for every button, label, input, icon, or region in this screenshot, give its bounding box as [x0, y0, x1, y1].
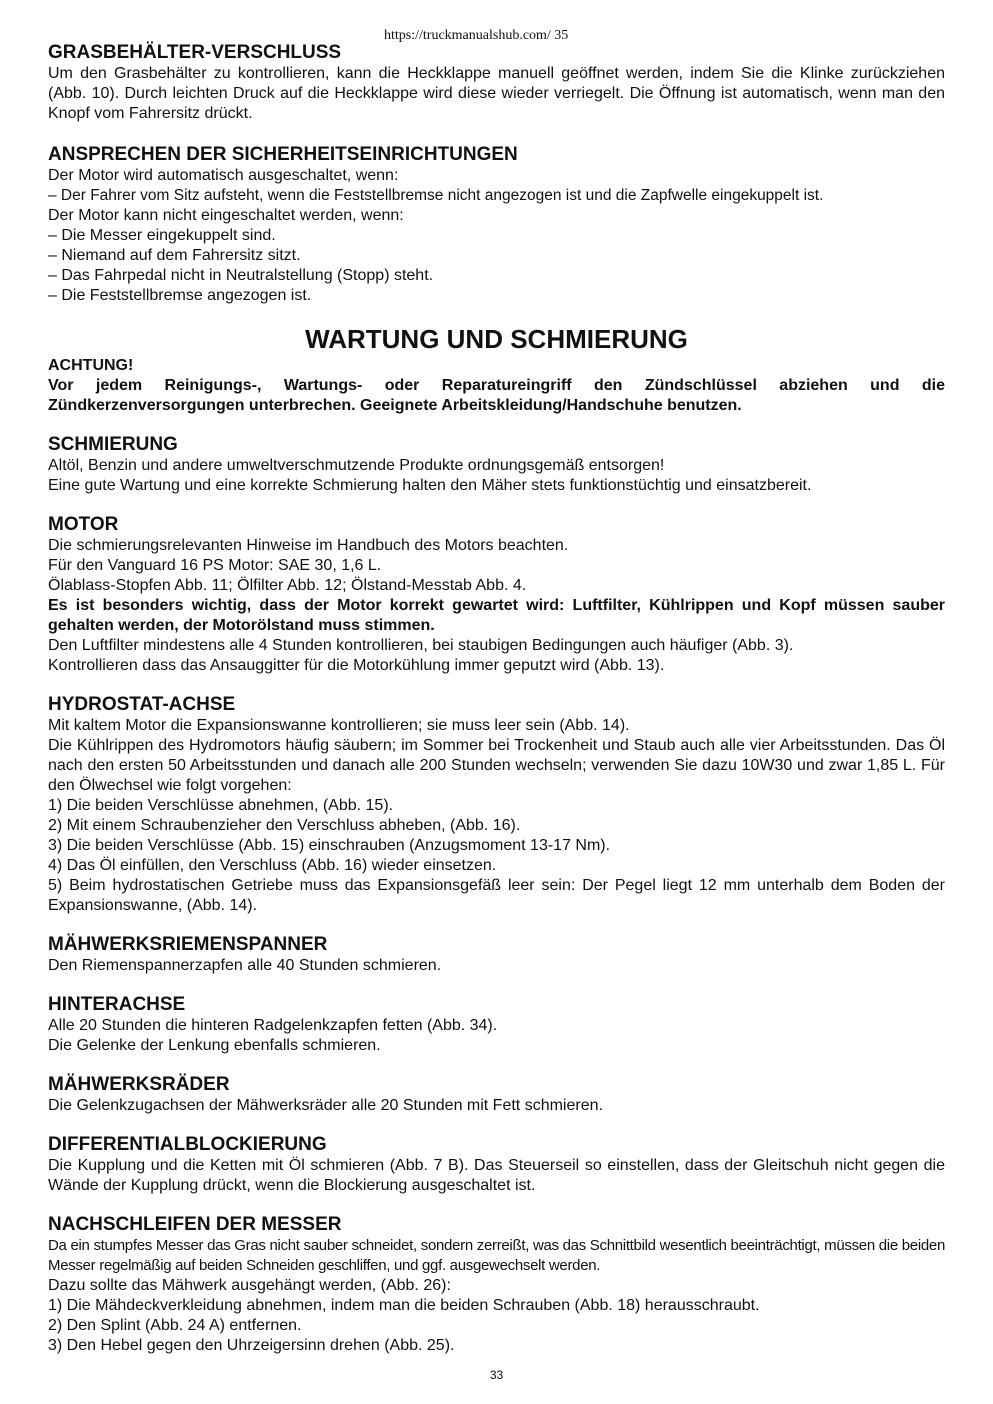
paragraph: Die Gelenkzugachsen der Mähwerksräder alle 20 Stunden mit Fett schmieren.: [48, 1097, 603, 1114]
section-heading: MOTOR: [48, 514, 119, 535]
warning-heading: ACHTUNG!: [48, 357, 134, 374]
paragraph: Der Motor wird automatisch ausgeschaltet, wenn:: [48, 167, 399, 184]
paragraph: Alle 20 Stunden die hinteren Radgelenkzapfen fetten (Abb. 34).: [48, 1017, 498, 1034]
list-item: 1) Die Mähdeckverkleidung abnehmen, indem man die beiden Schrauben (Abb. 18) herausschraubt.: [48, 1297, 760, 1314]
list-item: 2) Mit einem Schraubenzieher den Verschluss abheben, (Abb. 16).: [48, 817, 521, 834]
paragraph: Um den Grasbehälter zu kontrollieren, kann die Heckklappe manuell geöffnet werden, indem Sie die Klinke zurückziehen (Abb. 10). Durch leichten Druck auf die Heckklappe wird diese wieder verriegelt. Die Öffnung ist automatisch, wenn man den Knopf vom Fahrersitz drückt.: [48, 65, 945, 122]
paragraph: Den Luftfilter mindestens alle 4 Stunden kontrollieren, bei staubigen Bedingungen auch häufiger (Abb. 3).: [48, 637, 794, 654]
paragraph: Die Kühlrippen des Hydromotors häufig säubern; im Sommer bei Trockenheit und Staub auch alle vier Arbeitsstunden. Das Öl nach den ersten 50 Arbeitsstunden und danach alle 200 Stunden wechseln; verwenden Sie dazu 10W30 und zwar 1,85 L. Für den Ölwechsel wie folgt vorgehen:: [48, 737, 945, 794]
section-heading: NACHSCHLEIFEN DER MESSER: [48, 1214, 342, 1235]
list-item: 2) Den Splint (Abb. 24 A) entfernen.: [48, 1317, 302, 1334]
list-item: 3) Den Hebel gegen den Uhrzeigersinn drehen (Abb. 25).: [48, 1337, 455, 1354]
chapter-title: WARTUNG UND SCHMIERUNG: [305, 324, 688, 354]
list-item: – Die Messer eingekuppelt sind.: [48, 227, 276, 244]
section-hydrostat-achse: [48, 694, 945, 916]
paragraph: Die Kupplung und die Ketten mit Öl schmieren (Abb. 7 B). Das Steuerseil so einstellen, dass der Gleitschuh nicht gegen die Wände der Kupplung drückt, wenn die Blockierung ausgeschaltet ist.: [48, 1157, 945, 1194]
section-hinterachse: [48, 994, 945, 1056]
list-item: 4) Das Öl einfüllen, den Verschluss (Abb. 16) wieder einsetzen.: [48, 857, 497, 874]
section-heading: MÄHWERKSRÄDER: [48, 1074, 230, 1095]
warning-text: Vor jedem Reinigungs-, Wartungs- oder Reparatureingriff den Zündschlüssel abziehen und die Zündkerzenversorgungen unterbrechen. Geeignete Arbeitskleidung/Handschuhe benutzen.: [48, 377, 945, 414]
page-number: 33: [489, 1368, 504, 1382]
paragraph: Die Gelenke der Lenkung ebenfalls schmieren.: [48, 1037, 381, 1054]
section-sicherheitseinrichtungen: [48, 144, 945, 306]
paragraph: Mit kaltem Motor die Expansionswanne kontrollieren; sie muss leer sein (Abb. 14).: [48, 717, 630, 734]
section-differentialblockierung: [48, 1134, 945, 1196]
paragraph: Kontrollieren dass das Ansauggitter für die Motorkühlung immer geputzt wird (Abb. 13).: [48, 657, 665, 674]
section-heading: GRASBEHÄLTER-VERSCHLUSS: [48, 42, 342, 63]
paragraph: Altöl, Benzin und andere umweltverschmutzende Produkte ordnungsgemäß entsorgen!: [48, 457, 665, 474]
list-item: 5) Beim hydrostatischen Getriebe muss das Expansionsgefäß leer sein: Der Pegel liegt 12 mm unterhalb dem Boden der Expansionswanne, (Abb. 14).: [48, 877, 945, 914]
section-motor: [48, 514, 945, 676]
section-achtung: [48, 356, 945, 416]
list-item: – Die Feststellbremse angezogen ist.: [48, 287, 312, 304]
section-nachschleifen: [48, 1214, 945, 1356]
paragraph: Eine gute Wartung und eine korrekte Schmierung halten den Mäher stets funktionstüchtig und einsatzbereit.: [48, 477, 812, 494]
section-heading: DIFFERENTIALBLOCKIERUNG: [48, 1134, 327, 1155]
list-item: 3) Die beiden Verschlüsse (Abb. 15) einschrauben (Anzugsmoment 13-17 Nm).: [48, 837, 611, 854]
paragraph: Der Motor kann nicht eingeschaltet werden, wenn:: [48, 207, 404, 224]
section-heading: HYDROSTAT-ACHSE: [48, 694, 236, 715]
section-heading: SCHMIERUNG: [48, 434, 178, 455]
paragraph: Für den Vanguard 16 PS Motor: SAE 30, 1,6 L.: [48, 557, 382, 574]
paragraph: Den Riemenspannerzapfen alle 40 Stunden schmieren.: [48, 957, 442, 974]
list-item: – Niemand auf dem Fahrersitz sitzt.: [48, 247, 301, 264]
list-item: 1) Die beiden Verschlüsse abnehmen, (Abb. 15).: [48, 797, 394, 814]
section-maehwerksraeder: [48, 1074, 945, 1116]
paragraph: Die schmierungsrelevanten Hinweise im Handbuch des Motors beachten.: [48, 537, 569, 554]
section-maehwerksriemenspanner: [48, 934, 945, 976]
paragraph: Ölablass-Stopfen Abb. 11; Ölfilter Abb. 12; Ölstand-Messtab Abb. 4.: [48, 577, 527, 594]
paragraph: Dazu sollte das Mähwerk ausgehängt werden, (Abb. 26):: [48, 1277, 451, 1294]
paragraph: Da ein stumpfes Messer das Gras nicht sauber schneidet, sondern zerreißt, was das Schnittbild wesentlich beeinträchtigt, müssen die beiden Messer regelmäßig auf beiden Schneiden geschliffen, und ggf. ausgewechselt werden.: [48, 1237, 945, 1274]
list-item: – Das Fahrpedal nicht in Neutralstellung (Stopp) steht.: [48, 267, 434, 284]
section-heading: HINTERACHSE: [48, 994, 186, 1015]
source-url: https://truckmanualshub.com/ 35: [384, 28, 569, 43]
section-heading: ANSPRECHEN DER SICHERHEITSEINRICHTUNGEN: [48, 144, 518, 165]
section-grasbehaelter: [48, 42, 945, 124]
list-item: – Der Fahrer vom Sitz aufsteht, wenn die Feststellbremse nicht angezogen ist und die Zapfwelle eingekuppelt ist.: [48, 187, 824, 204]
emphasis-paragraph: Es ist besonders wichtig, dass der Motor korrekt gewartet wird: Luftfilter, Kühlrippen und Kopf müssen sauber gehalten werden, der Motorölstand muss stimmen.: [48, 597, 945, 634]
section-heading: MÄHWERKSRIEMENSPANNER: [48, 934, 328, 955]
section-schmierung: [48, 434, 945, 496]
